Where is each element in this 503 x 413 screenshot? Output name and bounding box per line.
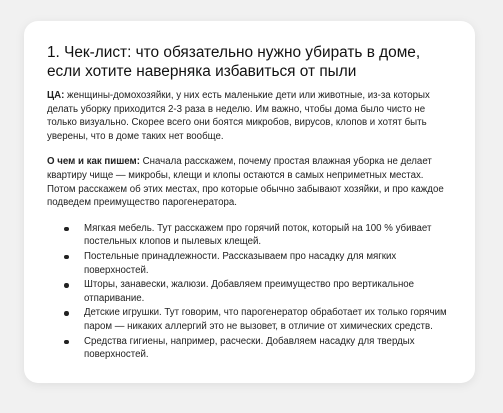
bullet-icon [64,340,69,345]
approach-text: Сначала расскажем, почему простая влажная уборка не делает квартиру чище — микробы, клещи и клопы остаются в самых неприметных местах. Потом расскажем об этих местах, про которые обычно забывают хозяйки, и про каждое подведем преимущество парогенератора. [47,156,444,209]
bullet-icon [64,255,69,260]
approach-label: О чем и как пишем: [47,156,140,168]
target-audience-label: ЦА: [47,90,65,101]
list-item-text: Постельные принадлежности. Рассказываем про насадку для мягких поверхностей. [84,250,397,276]
list-item [64,335,451,362]
list-item-text: Мягкая мебель. Тут расскажем про горячий поток, который на 100 % убивает постельных клопов и пылевых клещей. [84,222,432,248]
document-card [24,21,475,383]
approach-paragraph [47,155,451,209]
list-item [64,222,451,249]
list-item-text: Шторы, занавески, жалюзи. Добавляем преимущество про вертикальное отпаривание. [84,279,415,304]
target-audience-paragraph [47,89,451,143]
list-item [64,278,451,305]
bullet-icon [64,227,69,232]
target-audience-text: женщины-домохозяйки, у них есть маленькие дети или животные, из-за которых делать уборку приходится 2-3 раза в неделю. Им важно, чтобы дома было чисто не только визуально. Скорее всего они боятся микробов, вирусов, клопов и хотят быть уверены, что в доме таких нет вообще. [47,90,430,142]
bullet-icon [64,283,69,288]
list-item-text: Детские игрушки. Тут говорим, что парогенератор обработает их только горячим паром — никаких аллергий это не вызовет, в отличие от химических средств. [84,307,447,332]
places-list [47,222,451,362]
list-item [64,306,451,333]
list-item [64,250,451,277]
bullet-icon [64,311,69,316]
list-item-text: Средства гигиены, например, расчески. Добавляем насадку для твердых поверхностей. [84,335,415,361]
document-title: 1. Чек-лист: что обязательно нужно убирать в доме, если хотите наверняка избавиться от пыли [47,44,421,80]
